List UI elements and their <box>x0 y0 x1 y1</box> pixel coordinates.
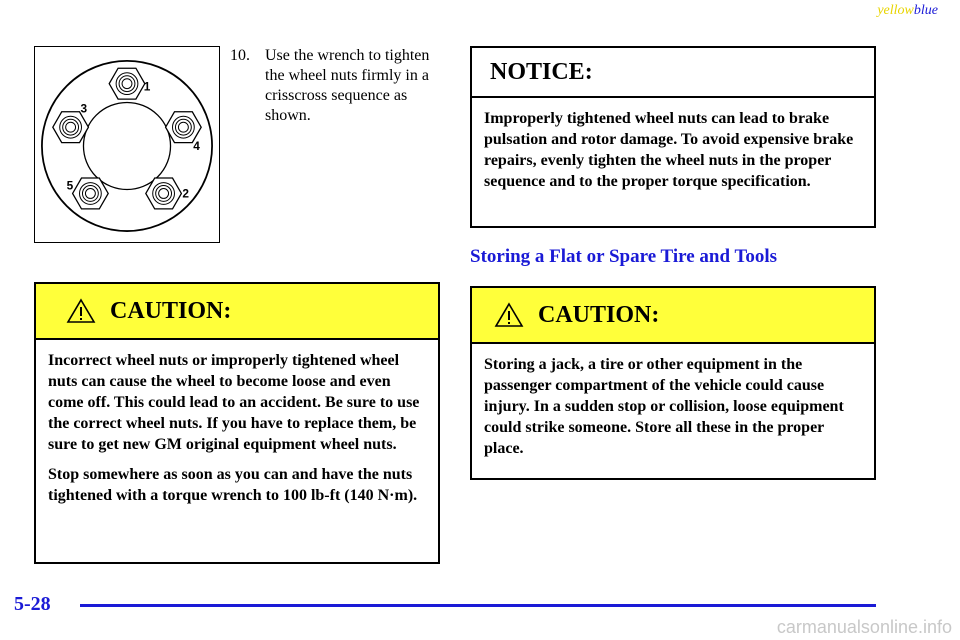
page-number: 5-28 <box>14 593 51 615</box>
caution-body-storing <box>472 344 874 459</box>
nut-label-2: 2 <box>182 186 190 201</box>
footer-rule <box>80 604 876 607</box>
nut-label-1: 1 <box>143 79 151 94</box>
wheel-hub-illustration <box>35 47 219 242</box>
caution-box-storing <box>470 286 876 480</box>
notice-label: NOTICE: <box>490 58 593 85</box>
wheel-nut-1 <box>109 68 145 99</box>
warning-triangle-icon <box>66 298 96 324</box>
notice-box <box>470 46 876 228</box>
nut-label-4: 4 <box>193 138 200 153</box>
watermark: carmanualsonline.info <box>776 617 952 637</box>
caution-paragraph-1: Incorrect wheel nuts or improperly tightened wheel nuts can cause the wheel to become loose and even come off. This could lead to an accident. Be sure to use the correct wheel nuts. If you have to replace them, be sure to get new GM original equipment wheel nuts. <box>48 352 420 453</box>
step-text: Use the wrench to tighten the wheel nuts firmly in a crisscross sequence as shown. <box>265 47 430 124</box>
section-heading: Storing a Flat or Spare Tire and Tools <box>470 246 778 267</box>
step-number: 10. <box>230 47 250 64</box>
caution-label-storing: CAUTION: <box>538 301 660 328</box>
caution-body <box>36 340 438 506</box>
header-word-yellow: yellow <box>877 3 914 18</box>
caution-paragraph-2: Stop somewhere as soon as you can and have the nuts tightened with a torque wrench to 100 lb-ft (140 N·m). <box>48 466 418 504</box>
color-registration-mark <box>877 3 938 19</box>
notice-text: Improperly tightened wheel nuts can lead to brake pulsation and rotor damage. To avoid expensive brake repairs, evenly tighten the wheel nuts in the proper sequence and to the proper torque specification. <box>484 110 854 190</box>
wheel-nut-sequence-figure <box>34 46 220 243</box>
caution-header-storing <box>472 288 874 344</box>
caution-header <box>36 284 438 340</box>
caution-box-wheel-nuts <box>34 282 440 564</box>
header-word-blue: blue <box>913 3 938 18</box>
warning-triangle-icon <box>494 302 524 328</box>
notice-body <box>472 98 874 192</box>
nut-label-3: 3 <box>80 101 88 116</box>
wheel-nut-3 <box>53 112 89 143</box>
notice-header <box>472 48 874 98</box>
caution-label: CAUTION: <box>110 297 232 324</box>
caution-text-storing: Storing a jack, a tire or other equipment in the passenger compartment of the vehicle could cause injury. In a sudden stop or collision, loose equipment could strike someone. Store all these in the proper place. <box>484 356 844 457</box>
instruction-step <box>230 46 440 126</box>
nut-label-5: 5 <box>66 178 74 193</box>
